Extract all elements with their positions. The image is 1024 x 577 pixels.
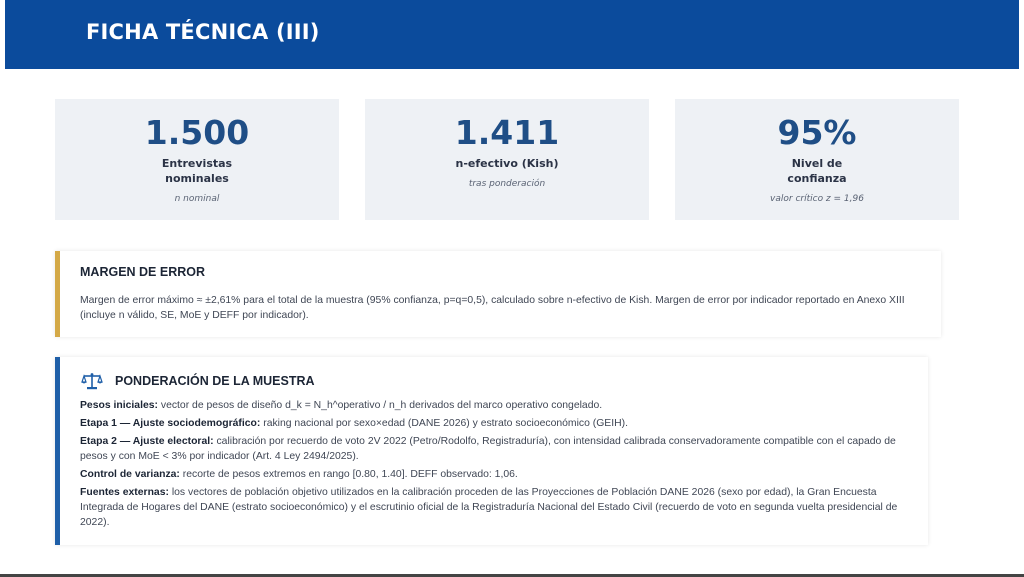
stat-label: n-efectivo (Kish) [455, 157, 559, 170]
page-title: FICHA TÉCNICA (III) [86, 20, 320, 44]
stat-note: valor crítico z = 1,96 [770, 194, 864, 204]
margen-body: Margen de error máximo ≈ ±2,61% para el total de la muestra (95% confianza, p=q=0,5), calculado sobre n-efectivo de Kish. Margen de error por indicador reportado en Anexo XIII (incluye n válido, SE, MoE y DEFF por indicador). [80, 295, 905, 321]
margen-title: MARGEN DE ERROR [80, 265, 206, 279]
pond-item-etapa-1: Etapa 1 — Ajuste sociodemográfico: raking nacional por sexo×edad (DANE 2026) y estrato socioeconómico (GEIH). [80, 418, 628, 429]
ponderacion-title: PONDERACIÓN DE LA MUESTRA [115, 374, 315, 388]
stat-card-confianza [675, 99, 959, 220]
margen-error-panel [55, 251, 941, 337]
ponderacion-panel [55, 357, 928, 545]
stat-label: Nivel de confianza [787, 157, 847, 185]
stat-note: tras ponderación [468, 179, 546, 189]
header-banner [5, 0, 1019, 69]
stat-value: 1.500 [144, 113, 250, 152]
ponderacion-accent-bar [55, 357, 60, 545]
pond-item-etapa-2: Etapa 2 — Ajuste electoral: calibración por recuerdo de voto 2V 2022 (Petro/Rodolfo, Registraduría), con intensidad calibrada conservadoramente compatible con el capado de pesos y con MoE < 3% por indicador (Art. 4 Ley 2494/2025). [80, 436, 896, 462]
stat-label: Entrevistas nominales [161, 157, 233, 185]
scale-icon [81, 372, 103, 390]
pond-item-control-varianza: Control de varianza: recorte de pesos extremos en rango [0.80, 1.40]. DEFF observado: 1,06. [80, 469, 518, 480]
stat-note: n nominal [174, 194, 220, 204]
stat-value: 95% [777, 113, 857, 152]
stat-value: 1.411 [454, 113, 560, 152]
stat-card-n-efectivo [365, 99, 649, 220]
margen-accent-bar [55, 251, 60, 337]
ponderacion-body [80, 398, 915, 533]
pond-item-fuentes-externas: Fuentes externas: los vectores de población objetivo utilizados en la calibración proceden de las Proyecciones de Población DANE 2026 (sexo por edad), la Gran Encuesta Integrada de Hogares del DANE (estrato socioeconómico) y el escrutinio oficial de la Registraduría Nacional del Estado Civil (recuerdo de voto en segunda vuelta presidencial de 2022). [80, 487, 898, 528]
pond-item-pesos-iniciales: Pesos iniciales: vector de pesos de diseño d_k = N_h^operativo / n_h derivados del marco operativo congelado. [80, 400, 603, 411]
stat-card-entrevistas [55, 99, 339, 220]
